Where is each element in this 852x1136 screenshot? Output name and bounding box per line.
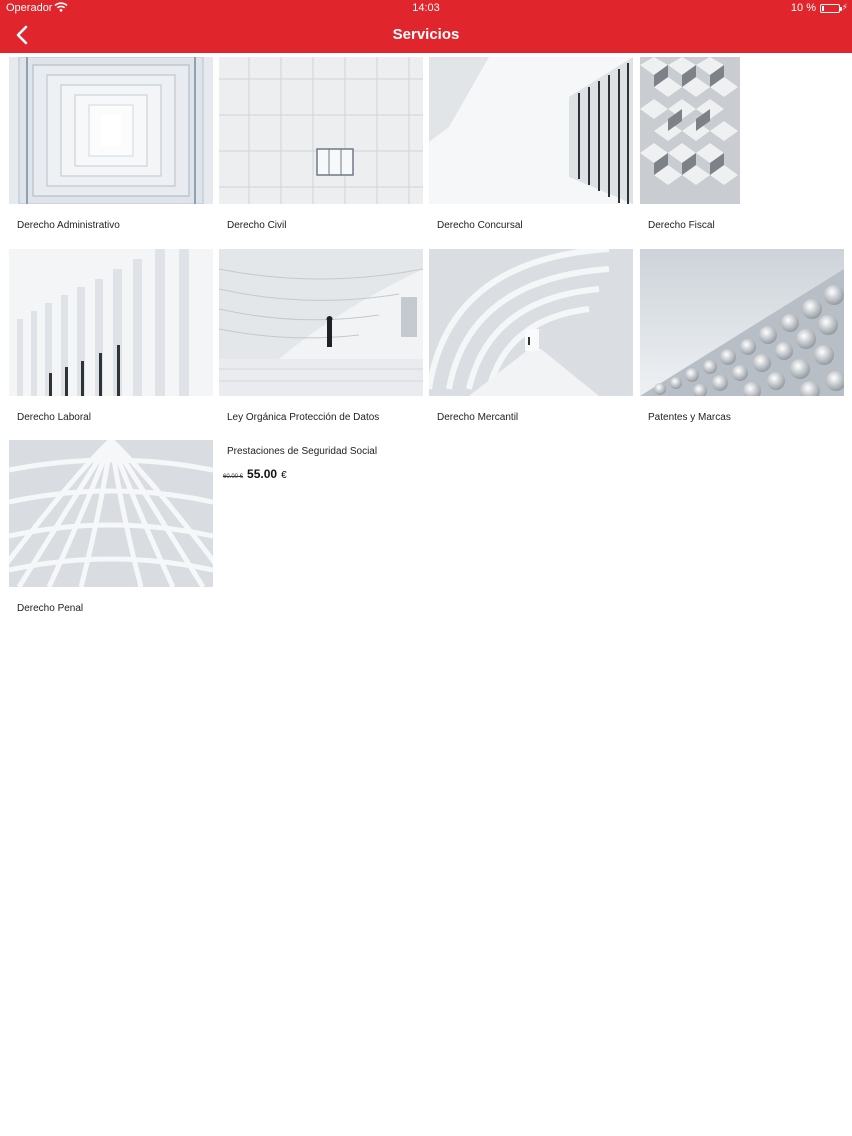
service-label[interactable]: Derecho Laboral bbox=[17, 412, 91, 423]
service-image[interactable] bbox=[9, 440, 213, 587]
service-card-patentes[interactable] bbox=[640, 249, 844, 423]
service-card-seguridad-social[interactable] bbox=[219, 446, 429, 481]
service-card-mercantil[interactable] bbox=[429, 249, 633, 423]
current-price: 55.00 bbox=[247, 467, 278, 481]
service-card-laboral[interactable] bbox=[9, 249, 213, 423]
service-image[interactable] bbox=[429, 57, 633, 204]
service-image[interactable] bbox=[9, 249, 213, 396]
service-image[interactable] bbox=[9, 57, 213, 204]
service-image[interactable] bbox=[219, 57, 423, 204]
service-image[interactable] bbox=[429, 249, 633, 396]
page-title: Servicios bbox=[392, 26, 460, 43]
currency-symbol: € bbox=[281, 470, 287, 481]
service-card-civil[interactable] bbox=[219, 57, 423, 231]
carrier-label: Operador bbox=[6, 2, 53, 14]
charging-icon: ⚡ bbox=[841, 2, 848, 12]
battery-icon bbox=[820, 4, 840, 13]
service-image[interactable] bbox=[640, 57, 844, 204]
service-card-fiscal[interactable] bbox=[640, 57, 844, 231]
price-row bbox=[219, 467, 429, 481]
old-price: 60.00 € bbox=[223, 474, 244, 480]
service-card-penal[interactable] bbox=[9, 440, 213, 614]
service-label[interactable]: Derecho Concursal bbox=[437, 220, 523, 231]
service-card-administrativo[interactable] bbox=[9, 57, 213, 231]
service-label[interactable]: Derecho Mercantil bbox=[437, 412, 519, 423]
service-label[interactable]: Derecho Civil bbox=[227, 220, 287, 231]
service-label[interactable]: Derecho Administrativo bbox=[17, 220, 120, 231]
navigation-bar bbox=[0, 0, 852, 53]
status-bar bbox=[0, 0, 852, 17]
service-label[interactable]: Derecho Fiscal bbox=[648, 220, 715, 231]
service-label[interactable]: Prestaciones de Seguridad Social bbox=[227, 446, 378, 457]
service-image[interactable] bbox=[640, 249, 844, 396]
clock: 14:03 bbox=[412, 2, 440, 14]
service-image[interactable] bbox=[219, 249, 423, 396]
service-card-concursal[interactable] bbox=[429, 57, 633, 231]
service-label[interactable]: Patentes y Marcas bbox=[648, 412, 731, 423]
service-label[interactable]: Derecho Penal bbox=[17, 603, 84, 614]
battery-percentage: 10 % bbox=[790, 2, 816, 14]
service-label[interactable]: Ley Orgánica Protección de Datos bbox=[227, 412, 380, 423]
service-card-proteccion-datos[interactable] bbox=[219, 249, 423, 423]
